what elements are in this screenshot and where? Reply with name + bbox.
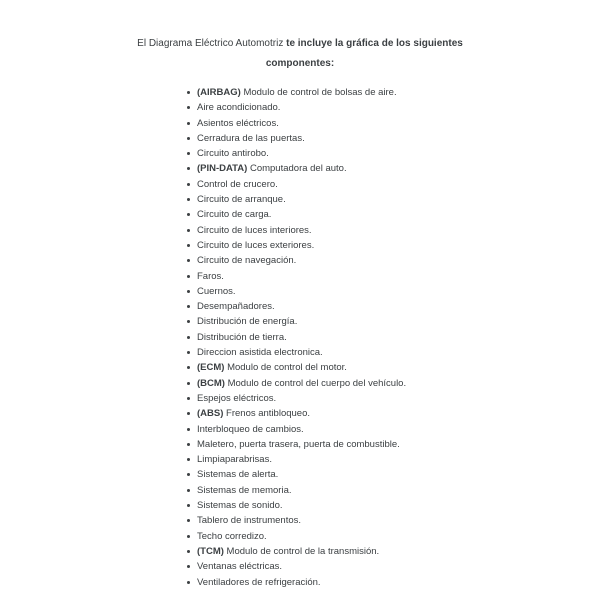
title-regular: El Diagrama Eléctrico Automotriz <box>137 38 284 49</box>
list-item <box>187 559 567 574</box>
bullet-icon <box>187 519 190 522</box>
bullet-icon <box>187 458 190 461</box>
bullet-icon <box>187 336 190 339</box>
page-title <box>120 34 480 74</box>
component-text: Cerradura de las puertas. <box>197 132 305 144</box>
component-text: Circuito de luces interiores. <box>197 224 312 236</box>
list-item <box>187 452 567 467</box>
component-text: Distribución de tierra. <box>197 331 287 343</box>
bullet-icon <box>187 122 190 125</box>
component-text: Espejos eléctricos. <box>197 392 277 404</box>
component-text: Modulo de control de bolsas de aire. <box>243 87 397 98</box>
list-item <box>187 177 567 192</box>
component-code: (ECM) <box>197 362 228 374</box>
bullet-icon <box>187 581 190 584</box>
component-list <box>187 85 567 590</box>
component-text: Direccion asistida electronica. <box>197 347 323 359</box>
component-code: (PIN-DATA) <box>197 163 250 175</box>
bullet-icon <box>187 366 190 369</box>
list-item <box>187 116 567 131</box>
component-text: Asientos eléctricos. <box>197 117 279 129</box>
list-item <box>187 146 567 161</box>
component-code: (ABS) <box>197 408 227 420</box>
list-item <box>187 437 567 452</box>
bullet-icon <box>187 565 190 568</box>
component-text: Desempañadores. <box>197 301 275 313</box>
list-item <box>187 314 567 329</box>
list-item <box>187 483 567 498</box>
list-item <box>187 360 567 375</box>
component-text: Maletero, puerta trasera, puerta de combustible. <box>197 438 400 450</box>
bullet-icon <box>187 473 190 476</box>
bullet-icon <box>187 106 190 109</box>
component-text: Circuito de navegación. <box>197 255 297 267</box>
bullet-icon <box>187 428 190 431</box>
bullet-icon <box>187 213 190 216</box>
bullet-icon <box>187 351 190 354</box>
component-text: Circuito de carga. <box>197 209 272 221</box>
list-item <box>187 422 567 437</box>
component-text: Frenos antibloqueo. <box>226 408 311 420</box>
bullet-icon <box>187 275 190 278</box>
component-text: Limpiaparabrisas. <box>197 454 272 466</box>
bullet-icon <box>187 167 190 170</box>
component-text: Faros. <box>197 270 224 282</box>
list-item <box>187 513 567 528</box>
component-text: Modulo de control del cuerpo del vehículo. <box>227 377 407 389</box>
component-text: Tablero de instrumentos. <box>197 515 302 527</box>
list-item <box>187 207 567 222</box>
list-item <box>187 330 567 345</box>
list-item <box>187 376 567 391</box>
bullet-icon <box>187 397 190 400</box>
component-text: Ventanas eléctricas. <box>197 561 283 573</box>
component-text: Sistemas de memoria. <box>197 484 292 496</box>
list-item <box>187 575 567 590</box>
bullet-icon <box>187 504 190 507</box>
component-text: Sistemas de alerta. <box>197 469 279 481</box>
component-code: (BCM) <box>197 377 228 389</box>
component-text: Distribución de energía. <box>197 316 298 328</box>
component-text: Modulo de control de la transmisión. <box>226 545 380 557</box>
bullet-icon <box>187 305 190 308</box>
list-item <box>187 299 567 314</box>
list-item <box>187 498 567 513</box>
bullet-icon <box>187 535 190 538</box>
list-item <box>187 161 567 176</box>
bullet-icon <box>187 137 190 140</box>
component-code: (TCM) <box>197 545 227 557</box>
component-text: Cuernos. <box>197 285 236 297</box>
component-code: (AIRBAG) <box>197 87 244 98</box>
bullet-icon <box>187 152 190 155</box>
component-text: Circuito antirobo. <box>197 148 269 160</box>
component-text: Aire acondicionado. <box>197 102 281 114</box>
list-item <box>187 529 567 544</box>
list-item <box>187 406 567 421</box>
list-item <box>187 253 567 268</box>
list-item <box>187 544 567 559</box>
bullet-icon <box>187 382 190 385</box>
component-text: Interbloqueo de cambios. <box>197 423 304 435</box>
bullet-icon <box>187 550 190 553</box>
list-item <box>187 345 567 360</box>
bullet-icon <box>187 489 190 492</box>
list-item <box>187 467 567 482</box>
list-item <box>187 223 567 238</box>
component-text: Circuito de luces exteriores. <box>197 239 315 251</box>
component-text: Computadora del auto. <box>249 163 347 175</box>
list-item <box>187 284 567 299</box>
bullet-icon <box>187 412 190 415</box>
component-text: Ventiladores de refrigeración. <box>197 576 321 588</box>
list-item <box>187 85 567 100</box>
bullet-icon <box>187 259 190 262</box>
list-item <box>187 238 567 253</box>
list-item <box>187 131 567 146</box>
bullet-icon <box>187 91 190 94</box>
component-text: Modulo de control del motor. <box>227 362 347 374</box>
title-bold: te incluye la gráfica de los siguientes componentes: <box>265 38 463 69</box>
list-item <box>187 391 567 406</box>
bullet-icon <box>187 229 190 232</box>
bullet-icon <box>187 290 190 293</box>
component-text: Techo corredizo. <box>197 530 267 542</box>
bullet-icon <box>187 244 190 247</box>
bullet-icon <box>187 320 190 323</box>
bullet-icon <box>187 443 190 446</box>
bullet-icon <box>187 183 190 186</box>
component-text: Control de crucero. <box>197 178 278 190</box>
bullet-icon <box>187 198 190 201</box>
component-text: Sistemas de sonido. <box>197 500 283 512</box>
list-item <box>187 192 567 207</box>
component-text: Circuito de arranque. <box>197 194 286 206</box>
list-item <box>187 269 567 284</box>
list-item <box>187 100 567 115</box>
